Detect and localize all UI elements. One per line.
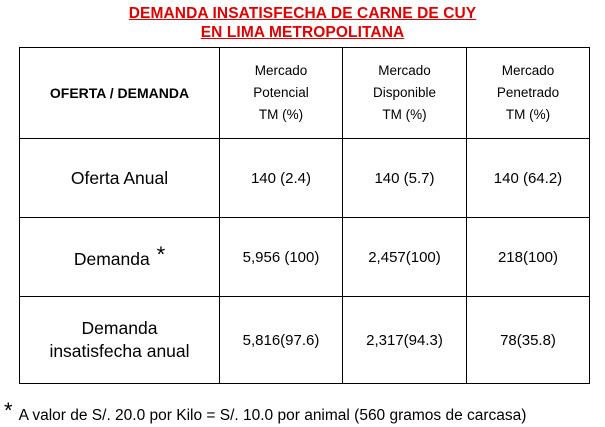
column-header-penetrado [467,48,590,139]
table-cell: 140 (2.4) [220,139,343,218]
column-header-unit: TM (%) [258,107,304,122]
footnote-text: A valor de S/. 20.0 por Kilo = S/. 10.0 por animal (560 gramos de carcasa) [18,407,527,424]
demand-table [19,47,590,384]
table-row [20,218,590,297]
footnote [4,398,526,425]
table-cell: 5,816(97.6) [220,297,343,384]
column-header-line: Mercado [501,63,555,78]
footnote-asterisk: * [4,398,13,423]
row-label-text: Demanda [73,249,150,269]
row-label-text: insatisfecha anual [49,341,190,361]
row-label-oferta-anual: Oferta Anual [20,139,220,218]
table-cell: 218(100) [467,218,590,297]
column-header-line: Mercado [378,63,431,78]
table-cell: 140 (5.7) [343,139,467,218]
column-header-line: Penetrado [496,85,560,100]
table-cell: 5,956 (100) [220,218,343,297]
column-header-line: Disponible [372,85,437,100]
column-header-line: Potencial [253,85,309,100]
row-label-demanda [20,218,220,297]
asterisk-marker: * [156,242,166,267]
row-label-text: Demanda [81,318,158,338]
column-header-disponible [343,48,467,139]
column-header-unit: TM (%) [382,107,427,122]
column-header-unit: TM (%) [505,107,551,122]
table-header-row [20,48,590,139]
column-header-potencial [220,48,343,139]
column-header-line: Mercado [254,63,308,78]
table-cell: 78(35.8) [467,297,590,384]
page-title: DEMANDA INSATISFECHA DE CARNE DE CUY [128,5,477,22]
table-cell: 2,317(94.3) [343,297,467,384]
page-subtitle: EN LIMA METROPOLITANA [200,24,405,41]
corner-header: OFERTA / DEMANDA [20,48,220,139]
table-row [20,139,590,218]
table-cell: 2,457(100) [343,218,467,297]
table-row [20,297,590,384]
row-label-demanda-insatisfecha [20,297,220,384]
table-cell: 140 (64.2) [467,139,590,218]
